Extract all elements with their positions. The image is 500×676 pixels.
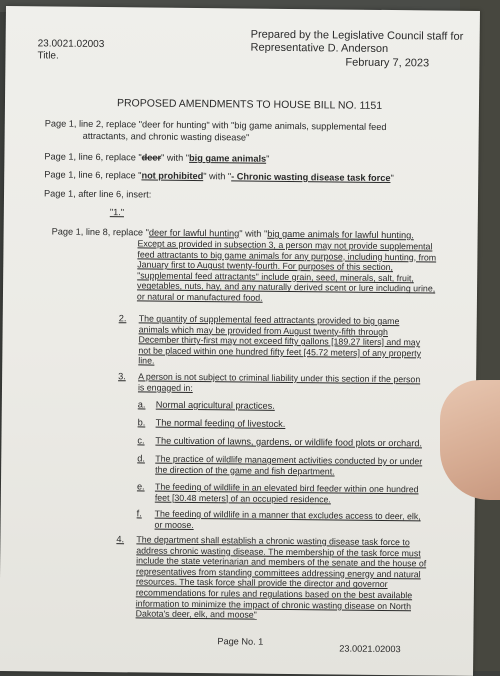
amendment-2-suffix: " bbox=[266, 153, 270, 164]
prepared-for: Representative D. Anderson bbox=[250, 41, 389, 56]
amendment-3-suffix: " bbox=[390, 173, 394, 184]
item-c-letter: c. bbox=[137, 435, 145, 446]
item-c-text: The cultivation of lawns, gardens, or wildlife food plots or orchard. bbox=[155, 435, 423, 449]
footer-doc-id: 23.0021.02003 bbox=[339, 643, 401, 655]
title-label: Title. bbox=[37, 50, 59, 62]
prepared-by: Prepared by the Legislative Council staff for bbox=[250, 28, 464, 43]
amendment-2 bbox=[44, 151, 269, 164]
amendment-5-prefix: Page 1, line 8, replace " bbox=[51, 226, 149, 238]
item-b-letter: b. bbox=[137, 417, 146, 428]
amendment-2-old: deer bbox=[141, 152, 162, 163]
section-2-number: 2. bbox=[118, 313, 127, 324]
amendment-5-new: big game animals for lawful hunting. bbox=[267, 228, 414, 241]
item-b-text: The normal feeding of livestock. bbox=[155, 417, 286, 429]
section-4-number: 4. bbox=[116, 534, 125, 545]
section-3-number: 3. bbox=[118, 371, 126, 382]
amendment-2-prefix: Page 1, line 6, replace " bbox=[44, 151, 142, 163]
amendment-1-line2: attractants, and chronic wasting disease" bbox=[82, 130, 250, 143]
amendment-5-old: deer for lawful hunting bbox=[148, 227, 240, 239]
page-number: Page No. 1 bbox=[217, 636, 264, 647]
amendment-3-old: not prohibited bbox=[141, 170, 204, 182]
amendment-5-body: Except as provided in subsection 3, a person may not provide supplemental feed attractants to big game animals for any purpose, including hunting, from January first to August twenty-fourth. For purposes of this section, "supplemental feed attractants" include grain, seed, minerals, salt, fruit, vegetables, nuts, hay, and any naturally derived scent or lure including urine, or natural or manufactured food. bbox=[136, 238, 437, 303]
item-d-text: The practice of wildlife management activities conducted by or under the direction of the game and fish department. bbox=[155, 453, 423, 477]
amendment-2-new: big game animals bbox=[189, 152, 267, 164]
doc-id: 23.0021.02003 bbox=[37, 38, 105, 51]
date: February 7, 2023 bbox=[345, 56, 430, 70]
amendment-3-mid: " with " bbox=[203, 171, 232, 182]
item-f-letter: f. bbox=[136, 508, 142, 519]
item-e-letter: e. bbox=[136, 481, 145, 492]
page-heading: PROPOSED AMENDMENTS TO HOUSE BILL NO. 1151 bbox=[116, 97, 383, 112]
item-d-letter: d. bbox=[137, 453, 145, 464]
section-2-text: The quantity of supplemental feed attractants provided to big game animals which may be provided from August twenty-fifth through December thirty-first may not exceed fifty gallons [189.27 liters] and may not be placed within one hundred fifty feet [45.72 meters] of any property line. bbox=[138, 313, 422, 366]
amendment-5-mid: " with " bbox=[239, 228, 268, 239]
amendment-4-insert: "1." bbox=[109, 207, 125, 218]
document-page bbox=[0, 6, 480, 676]
section-4-text: The department shall establish a chronic wasting disease task force to address chronic wasting disease. The membership of the task force must include the state veterinarian and members of the senate and the house of representatives from standing committees addressing energy and natural resources. The task force shall provide the director and governor recommendations for rules and regulations based on the best available information to minimize the impact of chronic wasting disease on North Dakota's deer, elk, and moose" bbox=[135, 534, 427, 620]
amendment-3-prefix: Page 1, line 6, replace " bbox=[44, 169, 142, 181]
item-e-text: The feeding of wildlife in an elevated bird feeder within one hundred feet [30.48 meters] of an occupied residence. bbox=[154, 481, 419, 505]
amendment-3 bbox=[44, 169, 394, 184]
item-a-text: Normal agricultural practices. bbox=[155, 399, 275, 411]
item-a-letter: a. bbox=[137, 399, 146, 410]
amendment-2-mid: " with " bbox=[161, 152, 190, 163]
item-f-text: The feeding of wildlife in a manner that excludes access to deer, elk, or moose. bbox=[154, 508, 421, 530]
section-3-text: A person is not subject to criminal liability under this section if the person is engaged in: bbox=[137, 371, 421, 393]
amendment-4: Page 1, after line 6, insert: bbox=[43, 188, 152, 200]
amendment-3-new: - Chronic wasting disease task force bbox=[231, 171, 391, 184]
amendment-1-line1: Page 1, line 2, replace "deer for hunting" with "big game animals, supplemental feed bbox=[44, 118, 387, 132]
